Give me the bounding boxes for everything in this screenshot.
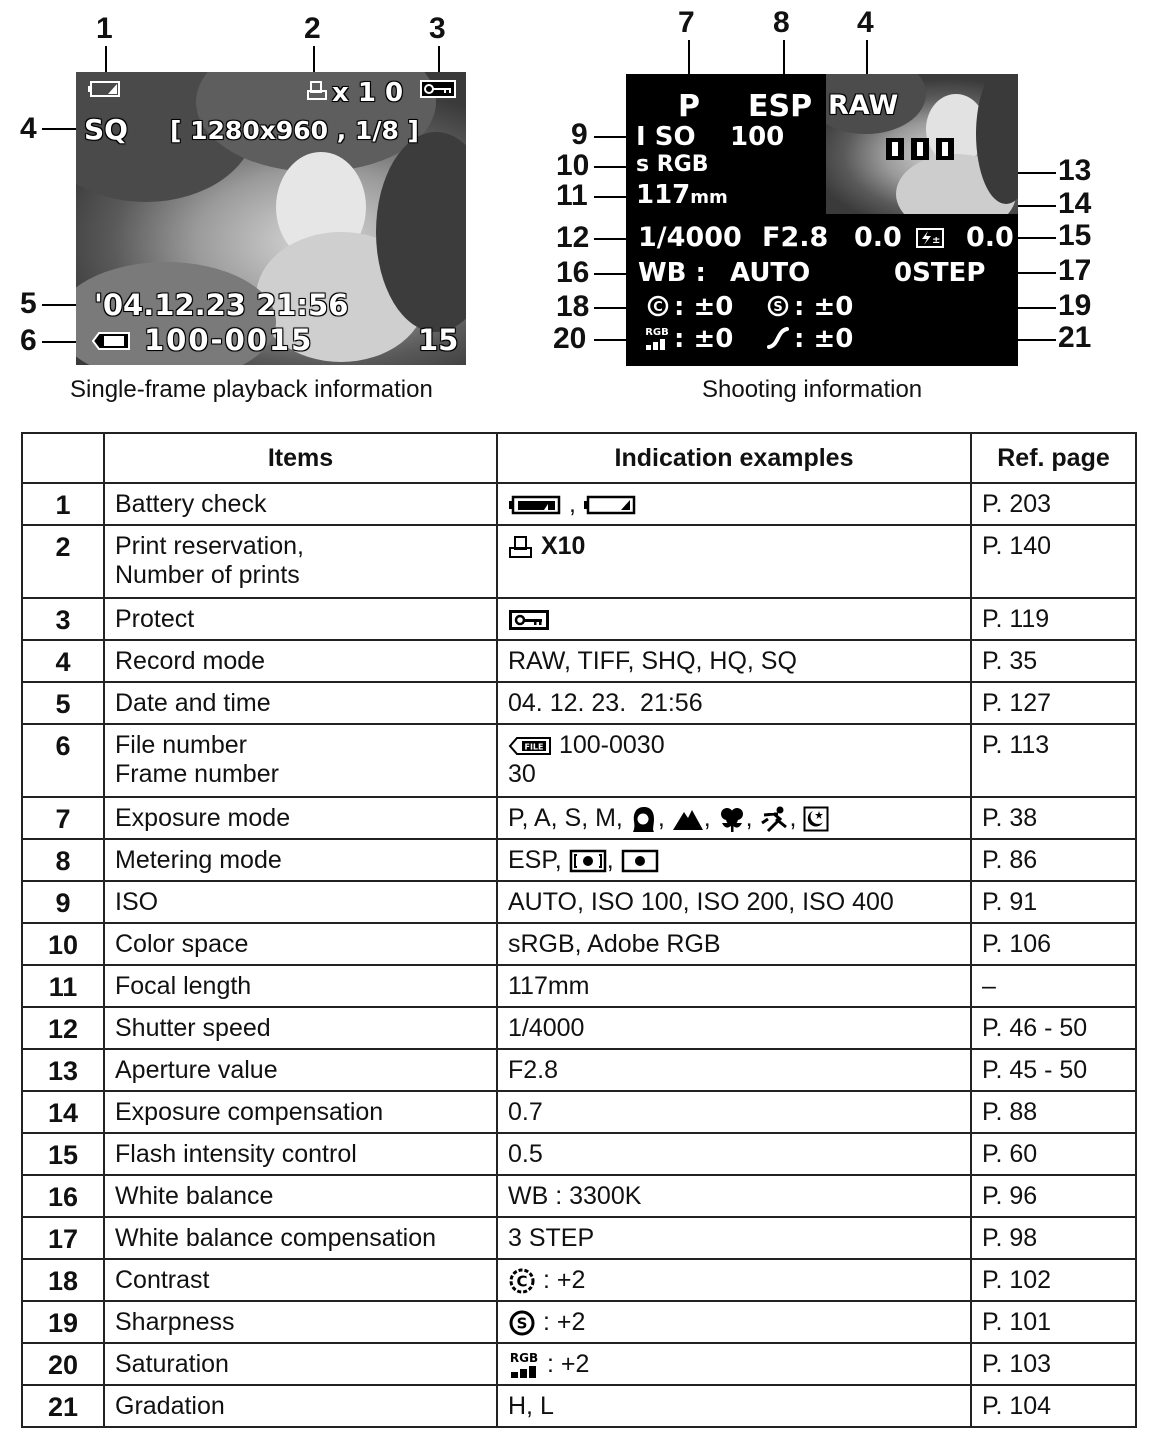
callout-6: 6 [20, 324, 37, 357]
row-num: 2 [22, 525, 104, 598]
info-table [21, 432, 1137, 1428]
table-row [22, 525, 1136, 598]
row-item: Focal length [104, 965, 497, 1007]
callout-11: 11 [556, 179, 588, 212]
row-ref: P. 35 [971, 640, 1136, 682]
table-row [22, 1301, 1136, 1343]
row-item: Exposure compensation [104, 1091, 497, 1133]
row-item: Exposure mode [104, 797, 497, 839]
row-num: 4 [22, 640, 104, 682]
wb-value: AUTO [730, 258, 811, 288]
row-num: 8 [22, 839, 104, 881]
callout-21: 21 [1058, 321, 1092, 354]
resolution-compression: [ 1280x960 , 1/8 ] [170, 116, 419, 145]
callout-4: 4 [20, 112, 37, 145]
row-example: 3 STEP [497, 1217, 971, 1259]
iso-label: I SO [636, 122, 696, 152]
gradation-icon [766, 326, 790, 350]
print-count: x 1 0 [332, 78, 404, 108]
protect-key-icon [420, 80, 456, 98]
night-scene-icon [803, 806, 829, 832]
row-num: 9 [22, 881, 104, 923]
row-item: Protect [104, 598, 497, 640]
row-ref: P. 119 [971, 598, 1136, 640]
table-row [22, 1133, 1136, 1175]
shooting-caption: Shooting information [702, 376, 923, 403]
callout-18: 18 [556, 290, 590, 323]
row-num: 16 [22, 1175, 104, 1217]
svg-text:C: C [516, 1272, 528, 1291]
battery-icon [88, 80, 122, 98]
row-ref: P. 127 [971, 682, 1136, 724]
row-item: Date and time [104, 682, 497, 724]
row-num: 5 [22, 682, 104, 724]
print-icon [508, 535, 534, 559]
row-example: C : +2 [497, 1259, 971, 1301]
landscape-icon [672, 807, 704, 831]
row-item: Color space [104, 923, 497, 965]
row-example: 04. 12. 23. 21:56 [497, 682, 971, 724]
callout-2: 2 [304, 12, 321, 45]
sharpness-icon [766, 294, 790, 318]
portrait-icon [630, 805, 658, 833]
header-ref: Ref. page [971, 433, 1136, 483]
row-ref: P. 96 [971, 1175, 1136, 1217]
row-ref: P. 101 [971, 1301, 1136, 1343]
row-ref: – [971, 965, 1136, 1007]
row-num: 19 [22, 1301, 104, 1343]
row-item: File number Frame number [104, 724, 497, 797]
row-num: 7 [22, 797, 104, 839]
row-example: H, L [497, 1385, 971, 1427]
callout-15: 15 [1058, 219, 1092, 252]
row-example: 0.7 [497, 1091, 971, 1133]
color-space: s RGB [636, 152, 709, 177]
row-item: Aperture value [104, 1049, 497, 1091]
callout-7: 7 [678, 6, 695, 39]
row-example: RAW, TIFF, SHQ, HQ, SQ [497, 640, 971, 682]
row-item: White balance compensation [104, 1217, 497, 1259]
callout-8: 8 [773, 6, 790, 39]
callout-9: 9 [571, 118, 588, 151]
row-num: 13 [22, 1049, 104, 1091]
row-ref: P. 106 [971, 923, 1136, 965]
table-row [22, 598, 1136, 640]
row-ref: P. 104 [971, 1385, 1136, 1427]
row-num: 12 [22, 1007, 104, 1049]
row-ref: P. 102 [971, 1259, 1136, 1301]
sharpness-icon [508, 1309, 536, 1337]
row-item: Battery check [104, 483, 497, 525]
saturation-value: : ±0 [674, 324, 734, 354]
table-row [22, 839, 1136, 881]
saturation-icon [644, 324, 670, 352]
svg-text:±: ± [932, 235, 941, 246]
row-example: RGB : +2 [497, 1343, 971, 1385]
callout-3: 3 [429, 12, 446, 45]
row-item: Saturation [104, 1343, 497, 1385]
callout-19: 19 [1058, 289, 1092, 322]
flash-intensity: 0.0 [966, 222, 1014, 253]
row-example: S : +2 [497, 1301, 971, 1343]
focal-length: 117mm [636, 180, 728, 210]
aperture-value: F2.8 [762, 222, 829, 253]
row-ref: P. 60 [971, 1133, 1136, 1175]
exposure-compensation: 0.0 [854, 222, 902, 253]
callout-10: 10 [556, 149, 590, 182]
row-ref: P. 98 [971, 1217, 1136, 1259]
table-header-row [22, 433, 1136, 483]
table-row [22, 1259, 1136, 1301]
row-num: 15 [22, 1133, 104, 1175]
file-number: 100-0015 [144, 323, 314, 357]
record-mode: SQ [84, 113, 128, 146]
row-ref: P. 140 [971, 525, 1136, 598]
table-row [22, 881, 1136, 923]
row-ref: P. 88 [971, 1091, 1136, 1133]
playback-caption: Single-frame playback information [70, 376, 433, 403]
table-row [22, 682, 1136, 724]
table-row [22, 483, 1136, 525]
contrast-value: : ±0 [674, 292, 734, 322]
iso-value: 100 [730, 122, 785, 152]
wb-label: WB : [638, 258, 706, 288]
svg-text:RGB: RGB [509, 1351, 539, 1366]
svg-text:C: C [653, 300, 663, 315]
callout-14: 14 [1058, 187, 1092, 220]
frame-number: 15 [418, 323, 459, 357]
row-example: P, A, S, M, , , , , [497, 797, 971, 839]
row-item: Shutter speed [104, 1007, 497, 1049]
row-ref: P. 38 [971, 797, 1136, 839]
metering-mode: ESP [748, 89, 813, 124]
row-item: Flash intensity control [104, 1133, 497, 1175]
record-mode-raw: RAW [828, 90, 899, 121]
row-ref: P. 91 [971, 881, 1136, 923]
row-item: Record mode [104, 640, 497, 682]
callout-16: 16 [556, 256, 590, 289]
callout-13: 13 [1058, 154, 1092, 187]
row-num: 14 [22, 1091, 104, 1133]
table-row [22, 1091, 1136, 1133]
center-weighted-metering-icon [569, 849, 607, 873]
table-row [22, 1343, 1136, 1385]
row-num: 18 [22, 1259, 104, 1301]
file-icon [92, 331, 130, 351]
row-item: Contrast [104, 1259, 497, 1301]
battery-low-icon [583, 494, 637, 516]
row-num: 11 [22, 965, 104, 1007]
table-row [22, 1049, 1136, 1091]
table-row [22, 1217, 1136, 1259]
row-example: , [497, 483, 971, 525]
macro-icon [718, 805, 746, 833]
row-item: Metering mode [104, 839, 497, 881]
row-example: 0.5 [497, 1133, 971, 1175]
saturation-icon [508, 1350, 540, 1380]
callout-5: 5 [20, 287, 37, 320]
print-icon [306, 80, 328, 102]
svg-text:RGB: RGB [645, 327, 669, 338]
row-item: Gradation [104, 1385, 497, 1427]
flash-comp-icon [916, 228, 944, 248]
date-time: '04.12.23 21:56 [94, 288, 349, 322]
row-ref: P. 86 [971, 839, 1136, 881]
exposure-mode: P [678, 89, 700, 124]
table-row [22, 965, 1136, 1007]
row-ref: P. 45 - 50 [971, 1049, 1136, 1091]
callout-4b: 4 [857, 6, 874, 39]
callout-12: 12 [556, 221, 590, 254]
row-num: 20 [22, 1343, 104, 1385]
row-item: White balance [104, 1175, 497, 1217]
row-ref: P. 113 [971, 724, 1136, 797]
row-example: FILE 100-0030 30 [497, 724, 971, 797]
svg-text:S: S [516, 1314, 528, 1333]
row-example: X10 [497, 525, 971, 598]
wb-compensation: 0STEP [894, 258, 986, 288]
row-example: sRGB, Adobe RGB [497, 923, 971, 965]
svg-text:FILE: FILE [524, 742, 544, 752]
row-num: 3 [22, 598, 104, 640]
row-example: WB : 3300K [497, 1175, 971, 1217]
row-ref: P. 203 [971, 483, 1136, 525]
callout-20: 20 [553, 322, 587, 355]
header-examples: Indication examples [497, 433, 971, 483]
table-row [22, 724, 1136, 797]
table-row [22, 1007, 1136, 1049]
row-num: 21 [22, 1385, 104, 1427]
row-example: 1/4000 [497, 1007, 971, 1049]
table-row [22, 640, 1136, 682]
protect-key-icon [508, 609, 550, 631]
row-num: 6 [22, 724, 104, 797]
row-num: 17 [22, 1217, 104, 1259]
header-items: Items [104, 433, 497, 483]
table-row [22, 923, 1136, 965]
sports-icon [760, 805, 790, 833]
row-example [497, 598, 971, 640]
row-ref: P. 103 [971, 1343, 1136, 1385]
table-row [22, 797, 1136, 839]
contrast-icon [646, 294, 670, 318]
contrast-icon [508, 1267, 536, 1295]
file-icon [508, 735, 552, 757]
level-bars-icon [884, 136, 956, 162]
callout-1: 1 [96, 12, 113, 45]
row-ref: P. 46 - 50 [971, 1007, 1136, 1049]
row-example: F2.8 [497, 1049, 971, 1091]
shooting-screen [626, 74, 1018, 366]
spot-metering-icon [621, 849, 659, 873]
svg-text:S: S [773, 300, 783, 315]
row-num: 10 [22, 923, 104, 965]
battery-full-icon [508, 494, 562, 516]
row-example: ESP, , [497, 839, 971, 881]
shutter-speed: 1/4000 [638, 222, 742, 253]
gradation-value: : ±0 [794, 324, 854, 354]
row-example: AUTO, ISO 100, ISO 200, ISO 400 [497, 881, 971, 923]
row-example: 117mm [497, 965, 971, 1007]
table-row [22, 1385, 1136, 1427]
table-row [22, 1175, 1136, 1217]
sharpness-value: : ±0 [794, 292, 854, 322]
callout-17: 17 [1058, 254, 1092, 287]
row-item: Sharpness [104, 1301, 497, 1343]
row-item: ISO [104, 881, 497, 923]
row-item: Print reservation, Number of prints [104, 525, 497, 598]
header-num [22, 433, 104, 483]
playback-screen [76, 72, 466, 365]
row-num: 1 [22, 483, 104, 525]
